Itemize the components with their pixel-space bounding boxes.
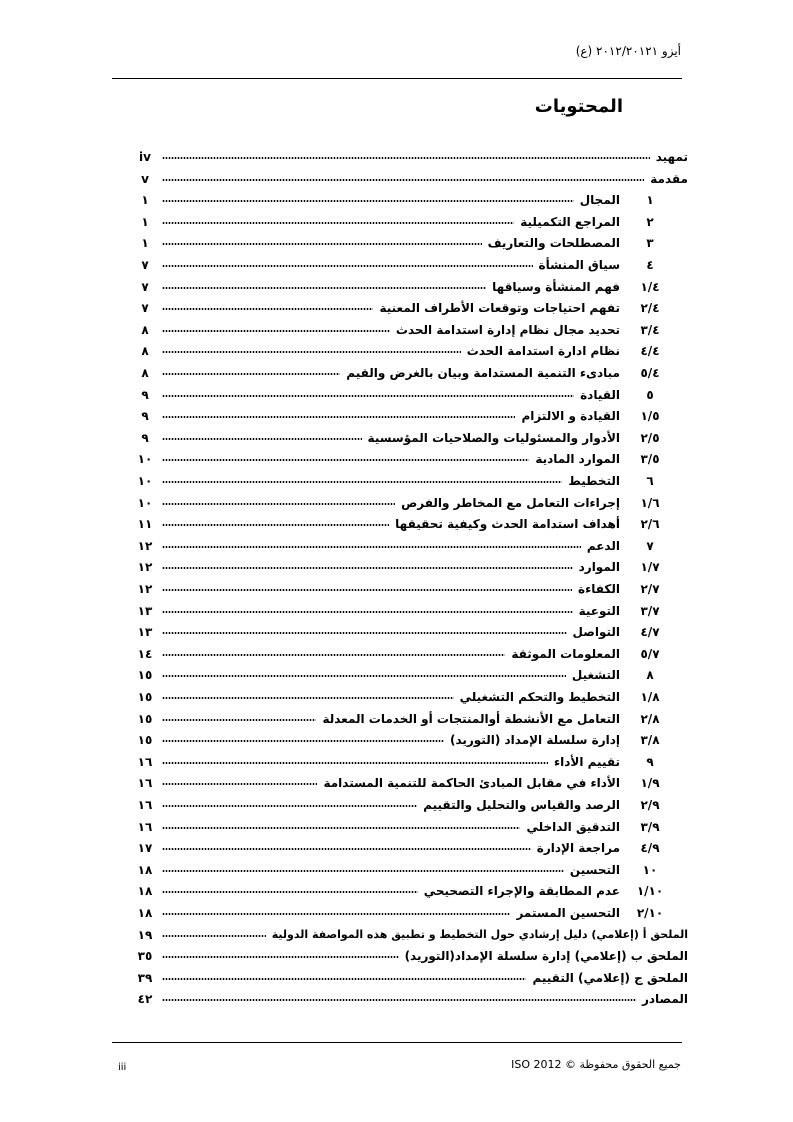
toc-entry-title: الموارد المادية — [535, 452, 620, 467]
toc-entry[interactable] — [0, 236, 793, 256]
toc-page-number: ٩ — [141, 409, 149, 424]
toc-entry[interactable] — [0, 172, 793, 192]
toc-page-number: ٨ — [141, 344, 149, 359]
footer-page-number: iii — [118, 1062, 127, 1073]
toc-page-number: ١٢ — [137, 538, 153, 553]
toc-leader-dots — [162, 330, 390, 332]
toc-page-number: ١٦ — [137, 819, 153, 834]
toc-entry-title: تفهم احتياجات وتوقعات الأطراف المعنية — [379, 301, 620, 316]
toc-entry-title: الدعم — [586, 538, 620, 553]
toc-entry-title: مراجعة الإدارة — [536, 841, 620, 856]
toc-section-number: ٤/٤ — [640, 344, 660, 359]
toc-entry-title: المراجع التكميلية — [520, 214, 620, 229]
toc-entry[interactable] — [0, 344, 793, 364]
toc-leader-dots — [162, 438, 362, 440]
toc-leader-dots — [162, 503, 395, 505]
toc-leader-dots — [162, 481, 562, 483]
toc-entry-title: المصطلحات والتعاريف — [487, 236, 620, 251]
toc-entry-title: تمهيد — [655, 150, 688, 164]
toc-entry[interactable] — [0, 928, 793, 948]
toc-section-number: ٣/٨ — [640, 733, 660, 748]
toc-section-number: ٣/٧ — [640, 603, 660, 618]
toc-entry[interactable] — [0, 733, 793, 753]
toc-entry-title: تحديد مجال نظام إدارة استدامة الحدث — [395, 322, 620, 337]
toc-entry-title: الرصد والقياس والتحليل والتقييم — [423, 798, 620, 812]
toc-leader-dots — [162, 654, 505, 656]
toc-section-number: ٤/٧ — [640, 625, 660, 640]
toc-page-number: ٧ — [141, 258, 149, 272]
toc-entry[interactable] — [0, 301, 793, 321]
toc-leader-dots — [162, 395, 574, 397]
toc-page-number: ١ — [141, 236, 149, 251]
toc-entry-title: التخطيط — [568, 474, 620, 488]
toc-entry[interactable] — [0, 539, 793, 559]
toc-entry[interactable] — [0, 647, 793, 667]
toc-entry[interactable] — [0, 496, 793, 516]
toc-page-number: v — [141, 171, 149, 186]
toc-section-number: ١/٧ — [640, 560, 660, 575]
toc-entry-title: الملحق أ (إعلامي) دليل إرشادي حول التخطيط و تطبيق هذه المواصفة الدولية — [271, 927, 688, 941]
toc-entry[interactable] — [0, 906, 793, 926]
toc-section-number: ٢/١٠ — [636, 906, 664, 920]
toc-entry-title: إجراءات التعامل مع المخاطر والفرص — [401, 495, 620, 510]
toc-section-number: ٦ — [646, 474, 654, 488]
toc-section-number: ٤ — [646, 258, 654, 272]
toc-page-number: ٣٩ — [137, 970, 153, 985]
toc-leader-dots — [162, 848, 531, 850]
toc-section-number: ٣/٩ — [640, 819, 660, 834]
toc-entry[interactable] — [0, 776, 793, 796]
toc-page-number: ١٩ — [137, 927, 153, 942]
toc-leader-dots — [162, 416, 515, 418]
toc-page-number: ٩ — [141, 387, 149, 402]
toc-page-number: ١٣ — [137, 625, 153, 640]
toc-entry-title: التحسين المستمر — [516, 906, 620, 920]
toc-entry[interactable] — [0, 388, 793, 408]
header-standard-ref: أيزو ٢٠١٢/٢٠١٢١ (ع) — [575, 44, 681, 58]
toc-entry[interactable] — [0, 712, 793, 732]
toc-entry-title: عدم المطابقة والإجراء التصحيحي — [423, 884, 620, 899]
toc-entry[interactable] — [0, 215, 793, 235]
toc-page-number: ١٤ — [137, 646, 153, 661]
toc-page-number: ٣٥ — [137, 949, 153, 964]
toc-entry-title: القيادة و الالتزام — [521, 409, 620, 424]
toc-section-number: ٥/٧ — [640, 646, 660, 661]
toc-leader-dots — [162, 805, 417, 807]
toc-entry[interactable] — [0, 323, 793, 343]
toc-entry[interactable] — [0, 690, 793, 710]
toc-leader-dots — [162, 524, 389, 526]
toc-entry-title: سياق المنشأة — [538, 258, 620, 272]
toc-page-number: ١١ — [137, 517, 153, 532]
toc-leader-dots — [162, 740, 444, 742]
toc-entry[interactable] — [0, 517, 793, 537]
toc-page-number: ١٢ — [137, 560, 153, 575]
toc-entry-title: التحسين — [569, 862, 620, 877]
toc-entry[interactable] — [0, 193, 793, 213]
toc-page-number: ١ — [141, 214, 149, 229]
toc-leader-dots — [162, 632, 567, 634]
toc-entry[interactable] — [0, 604, 793, 624]
toc-section-number: ٢/٦ — [640, 517, 660, 532]
toc-entry[interactable] — [0, 431, 793, 451]
toc-entry-title: الملحق ب (إعلامي) إدارة سلسلة الإمداد(التوريد) — [404, 949, 688, 964]
toc-page-number: ١٨ — [137, 862, 153, 877]
toc-leader-dots — [162, 200, 574, 202]
toc-entry[interactable] — [0, 884, 793, 904]
toc-entry-title: فهم المنشأة وسياقها — [492, 279, 620, 294]
toc-entry-title: التشغيل — [571, 668, 620, 683]
toc-page-number: ١٠ — [137, 495, 153, 510]
toc-leader-dots — [162, 675, 566, 677]
toc-section-number: ٢ — [646, 214, 654, 229]
toc-section-number: ٩ — [646, 754, 654, 769]
toc-leader-dots — [162, 373, 340, 375]
toc-leader-dots — [162, 762, 548, 764]
toc-leader-dots — [162, 999, 636, 1001]
toc-entry[interactable] — [0, 366, 793, 386]
toc-section-number: ١٠ — [642, 862, 658, 877]
toc-leader-dots — [162, 935, 266, 937]
toc-leader-dots — [162, 243, 482, 245]
toc-entry[interactable] — [0, 949, 793, 969]
toc-entry-title: المجال — [579, 193, 620, 208]
toc-entry-title: مبادىء التنمية المستدامة وبيان بالغرض والقيم — [346, 366, 620, 380]
toc-entry-title: الملحق ج (إعلامي) التقييم — [532, 970, 688, 985]
footer-divider — [112, 1042, 682, 1043]
toc-leader-dots — [162, 978, 526, 980]
toc-entry[interactable] — [0, 625, 793, 645]
toc-entry[interactable] — [0, 992, 793, 1012]
toc-entry-title: المعلومات الموثقة — [511, 646, 620, 661]
toc-page-number: ١٥ — [137, 733, 153, 748]
toc-section-number: ١ — [646, 193, 654, 208]
toc-page-number: ١٦ — [137, 754, 153, 769]
toc-page-number: ١٣ — [137, 603, 153, 618]
toc-page-number: iv — [139, 150, 151, 164]
toc-leader-dots — [162, 222, 514, 224]
toc-page-number: ١٠ — [137, 452, 153, 467]
toc-entry[interactable] — [0, 820, 793, 840]
toc-page-number: ١٥ — [137, 668, 153, 683]
toc-section-number: ٣/٥ — [640, 452, 660, 467]
toc-leader-dots — [162, 308, 373, 310]
toc-leader-dots — [162, 546, 581, 548]
toc-leader-dots — [162, 567, 573, 569]
toc-leader-dots — [162, 611, 573, 613]
toc-page-number: ٩ — [141, 430, 149, 445]
toc-section-number: ٣ — [646, 236, 654, 251]
toc-entry-title: التعامل مع الأنشطة أوالمنتجات أو الخدمات المعدلة — [322, 711, 620, 726]
toc-entry[interactable] — [0, 668, 793, 688]
toc-page-number: ٨ — [141, 322, 149, 337]
toc-section-number: ٢/٤ — [640, 301, 660, 316]
toc-page-number: ٧ — [141, 279, 149, 294]
toc-entry-title: إدارة سلسلة الإمداد (التوريد) — [449, 733, 620, 748]
toc-page-number: ٧ — [141, 301, 149, 316]
toc-leader-dots — [162, 179, 644, 181]
toc-leader-dots — [162, 351, 461, 353]
toc-section-number: ٥ — [646, 387, 654, 402]
toc-page-number: ١٦ — [137, 798, 153, 812]
toc-entry-title: نظام ادارة استدامة الحدث — [466, 344, 620, 359]
toc-entry[interactable] — [0, 755, 793, 775]
toc-entry-title: الأدوار والمسئوليات والصلاحيات المؤسسية — [367, 430, 620, 445]
toc-section-number: ٢/٨ — [640, 711, 660, 726]
toc-entry-title: التواصل — [572, 625, 620, 640]
toc-leader-dots — [162, 913, 510, 915]
toc-page-number: ١٥ — [137, 711, 153, 726]
toc-page-number: ٨ — [141, 366, 149, 380]
toc-section-number: ١/١٠ — [636, 884, 664, 899]
toc-entry[interactable] — [0, 452, 793, 472]
toc-entry[interactable] — [0, 863, 793, 883]
toc-leader-dots — [162, 589, 572, 591]
toc-page-number: ١٨ — [137, 884, 153, 899]
toc-section-number: ٤/٩ — [640, 841, 660, 856]
page-title: المحتويات — [534, 96, 623, 117]
toc-page-number: ١٢ — [137, 582, 153, 596]
toc-entry[interactable] — [0, 841, 793, 861]
toc-page-number: ١٥ — [137, 690, 153, 704]
toc-section-number: ١/٩ — [640, 776, 660, 791]
toc-entry-title: المصادر — [641, 992, 688, 1007]
toc-entry[interactable] — [0, 409, 793, 429]
header-divider — [112, 78, 682, 79]
toc-page-number: ١٦ — [137, 776, 153, 791]
toc-entry[interactable] — [0, 971, 793, 991]
toc-entry[interactable] — [0, 474, 793, 494]
toc-page-number: ١٨ — [137, 906, 153, 920]
toc-entry-title: أهداف استدامة الحدث وكيفية تحقيقها — [395, 517, 620, 532]
toc-section-number: ١/٨ — [640, 690, 660, 704]
toc-leader-dots — [162, 719, 316, 721]
toc-section-number: ١/٥ — [640, 409, 660, 424]
toc-entry-title: التخطيط والتحكم التشغيلي — [459, 690, 620, 704]
toc-section-number: ٢/٥ — [640, 430, 660, 445]
toc-section-number: ١/٦ — [640, 495, 660, 510]
footer-copyright: جميع الحقوق محفوظة © ISO 2012 — [511, 1058, 681, 1071]
toc-page-number: ١ — [141, 193, 149, 208]
toc-leader-dots — [162, 827, 520, 829]
toc-section-number: ٣/٤ — [640, 322, 660, 337]
toc-leader-dots — [162, 956, 399, 958]
toc-entry-title: القيادة — [580, 387, 620, 402]
toc-leader-dots — [162, 783, 317, 785]
toc-page-number: ١٧ — [137, 841, 153, 856]
toc-page-number: ٤٢ — [137, 992, 153, 1007]
toc-entry[interactable] — [0, 150, 793, 170]
toc-entry-title: التوعية — [578, 603, 620, 618]
toc-entry-title: مقدمة — [650, 171, 688, 186]
toc-page-number: ١٠ — [137, 474, 153, 488]
toc-entry-title: التدقيق الداخلي — [526, 819, 620, 834]
toc-section-number: ٢/٧ — [640, 582, 660, 596]
toc-leader-dots — [162, 697, 454, 699]
toc-leader-dots — [162, 459, 529, 461]
toc-leader-dots — [162, 157, 650, 159]
toc-entry-title: الأداء في مقابل المبادئ الحاكمة للتنمية المستدامة — [323, 776, 620, 791]
toc-leader-dots — [162, 891, 418, 893]
toc-section-number: ٢/٩ — [640, 798, 660, 812]
toc-section-number: ٨ — [646, 668, 654, 683]
toc-section-number: ٧ — [646, 538, 654, 553]
toc-entry[interactable] — [0, 280, 793, 300]
toc-leader-dots — [162, 870, 564, 872]
toc-entry[interactable] — [0, 582, 793, 602]
toc-entry[interactable] — [0, 258, 793, 278]
toc-section-number: ١/٤ — [640, 279, 660, 294]
toc-entry[interactable] — [0, 560, 793, 580]
toc-entry-title: الكفاءة — [578, 582, 620, 596]
toc-section-number: ٥/٤ — [640, 366, 660, 380]
toc-entry-title: الموارد — [578, 560, 620, 575]
toc-entry-title: تقييم الأداء — [554, 754, 620, 769]
toc-entry[interactable] — [0, 798, 793, 818]
toc-leader-dots — [162, 287, 486, 289]
toc-leader-dots — [162, 265, 533, 267]
